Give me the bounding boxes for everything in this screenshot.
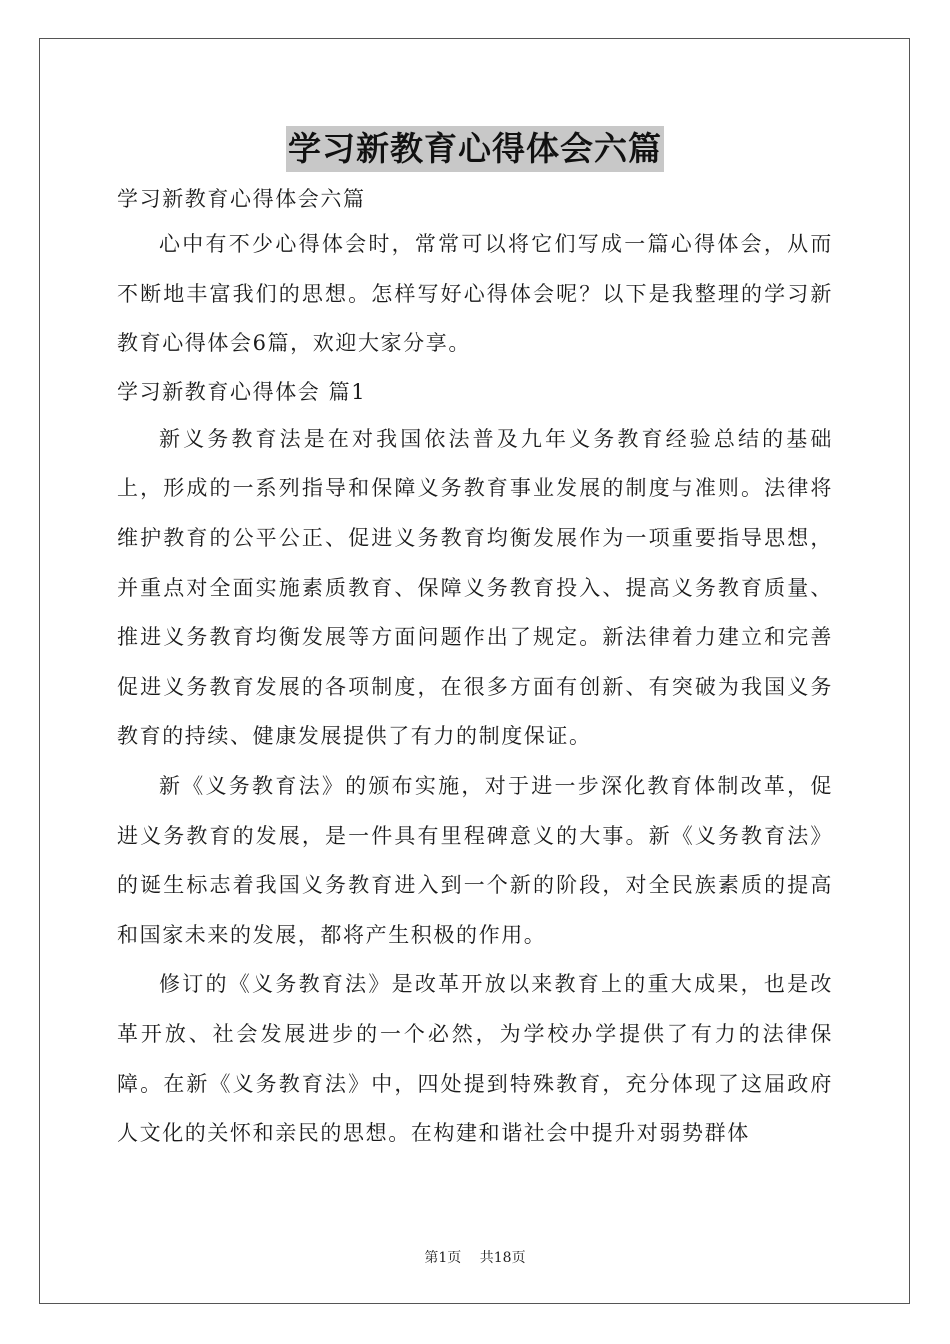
document-title: 学习新教育心得体会六篇 (286, 126, 664, 172)
document-body (117, 179, 833, 1159)
section-heading: 学习新教育心得体会 篇1 (117, 379, 367, 404)
page-footer (0, 1247, 950, 1267)
body-paragraph-3: 修订的《义务教育法》是改革开放以来教育上的重大成果，也是改革开放、社会发展进步的一个必然，为学校办学提供了有力的法律保障。在新《义务教育法》中，四处提到特殊教育，充分体现了这届政府人文化的关怀和亲民的思想。在构建和谐社会中提升对弱势群体 (117, 972, 833, 1146)
page-number: 第1页 (424, 1250, 462, 1266)
total-pages: 共18页 (479, 1250, 526, 1266)
document-subtitle: 学习新教育心得体会六篇 (117, 187, 366, 211)
body-paragraph-2: 新《义务教育法》的颁布实施，对于进一步深化教育体制改革，促进义务教育的发展，是一件具有里程碑意义的大事。新《义务教育法》的诞生标志着我国义务教育进入到一个新的阶段，对全民族素质的提高和国家未来的发展，都将产生积极的作用。 (117, 773, 833, 947)
intro-paragraph: 心中有不少心得体会时，常常可以将它们写成一篇心得体会，从而不断地丰富我们的思想。怎样写好心得体会呢？以下是我整理的学习新教育心得体会6篇，欢迎大家分享。 (117, 232, 833, 356)
title-container (0, 126, 950, 172)
body-paragraph-1: 新义务教育法是在对我国依法普及九年义务教育经验总结的基础上，形成的一系列指导和保障义务教育事业发展的制度与准则。法律将维护教育的公平公正、促进义务教育均衡发展作为一项重要指导思想，并重点对全面实施素质教育、保障义务教育投入、提高义务教育质量、推进义务教育均衡发展等方面问题作出了规定。新法律着力建立和完善促进义务教育发展的各项制度，在很多方面有创新、有突破为我国义务教育的持续、健康发展提供了有力的制度保证。 (117, 426, 833, 749)
